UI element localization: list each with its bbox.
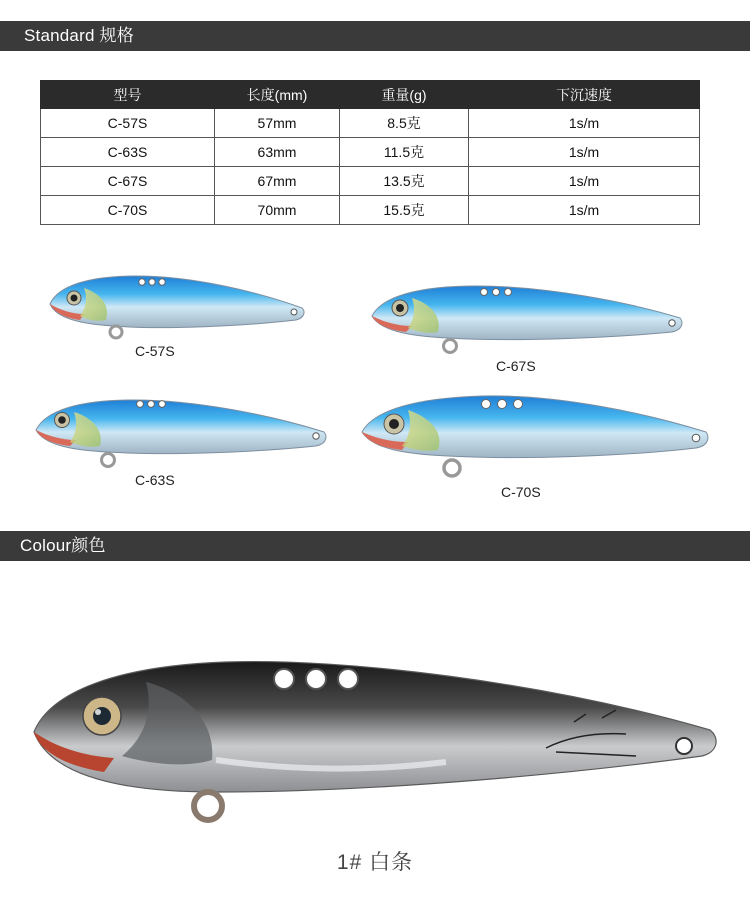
column-header-sink-rate: 下沉速度 xyxy=(469,81,700,109)
column-header-model: 型号 xyxy=(41,81,215,109)
table-row xyxy=(41,109,700,138)
table-row xyxy=(41,167,700,196)
lure-label: C-67S xyxy=(496,358,536,374)
table-row xyxy=(41,196,700,225)
cell-length: 63mm xyxy=(215,138,340,167)
lure-c-57s-image xyxy=(44,270,310,342)
table-row xyxy=(41,138,700,167)
lure-c-63s-image xyxy=(30,392,332,472)
column-header-length: 长度(mm) xyxy=(215,81,340,109)
cell-weight: 11.5克 xyxy=(340,138,469,167)
section-header-colour xyxy=(0,531,750,561)
cell-weight: 15.5克 xyxy=(340,196,469,225)
cell-sink-rate: 1s/m xyxy=(469,167,700,196)
section-header-standard xyxy=(0,21,750,51)
column-header-weight: 重量(g) xyxy=(340,81,469,109)
cell-sink-rate: 1s/m xyxy=(469,196,700,225)
cell-sink-rate: 1s/m xyxy=(469,138,700,167)
lure-label: C-70S xyxy=(501,484,541,500)
cell-length: 67mm xyxy=(215,167,340,196)
cell-weight: 13.5克 xyxy=(340,167,469,196)
cell-model: C-70S xyxy=(41,196,215,225)
table-header-row xyxy=(41,81,700,109)
cell-model: C-57S xyxy=(41,109,215,138)
section-title: Standard 规格 xyxy=(24,26,134,45)
colour-variant-label: 1# 白条 xyxy=(336,851,414,874)
lure-colour-1-image xyxy=(26,652,726,828)
lure-label: C-63S xyxy=(135,472,175,488)
section-title: Colour颜色 xyxy=(20,536,106,555)
cell-model: C-63S xyxy=(41,138,215,167)
cell-sink-rate: 1s/m xyxy=(469,109,700,138)
spec-table xyxy=(40,80,700,225)
cell-weight: 8.5克 xyxy=(340,109,469,138)
cell-length: 70mm xyxy=(215,196,340,225)
lure-c-67s-image xyxy=(366,278,688,356)
cell-length: 57mm xyxy=(215,109,340,138)
cell-model: C-67S xyxy=(41,167,215,196)
lure-label: C-57S xyxy=(135,343,175,359)
lure-c-70s-image xyxy=(356,388,714,482)
